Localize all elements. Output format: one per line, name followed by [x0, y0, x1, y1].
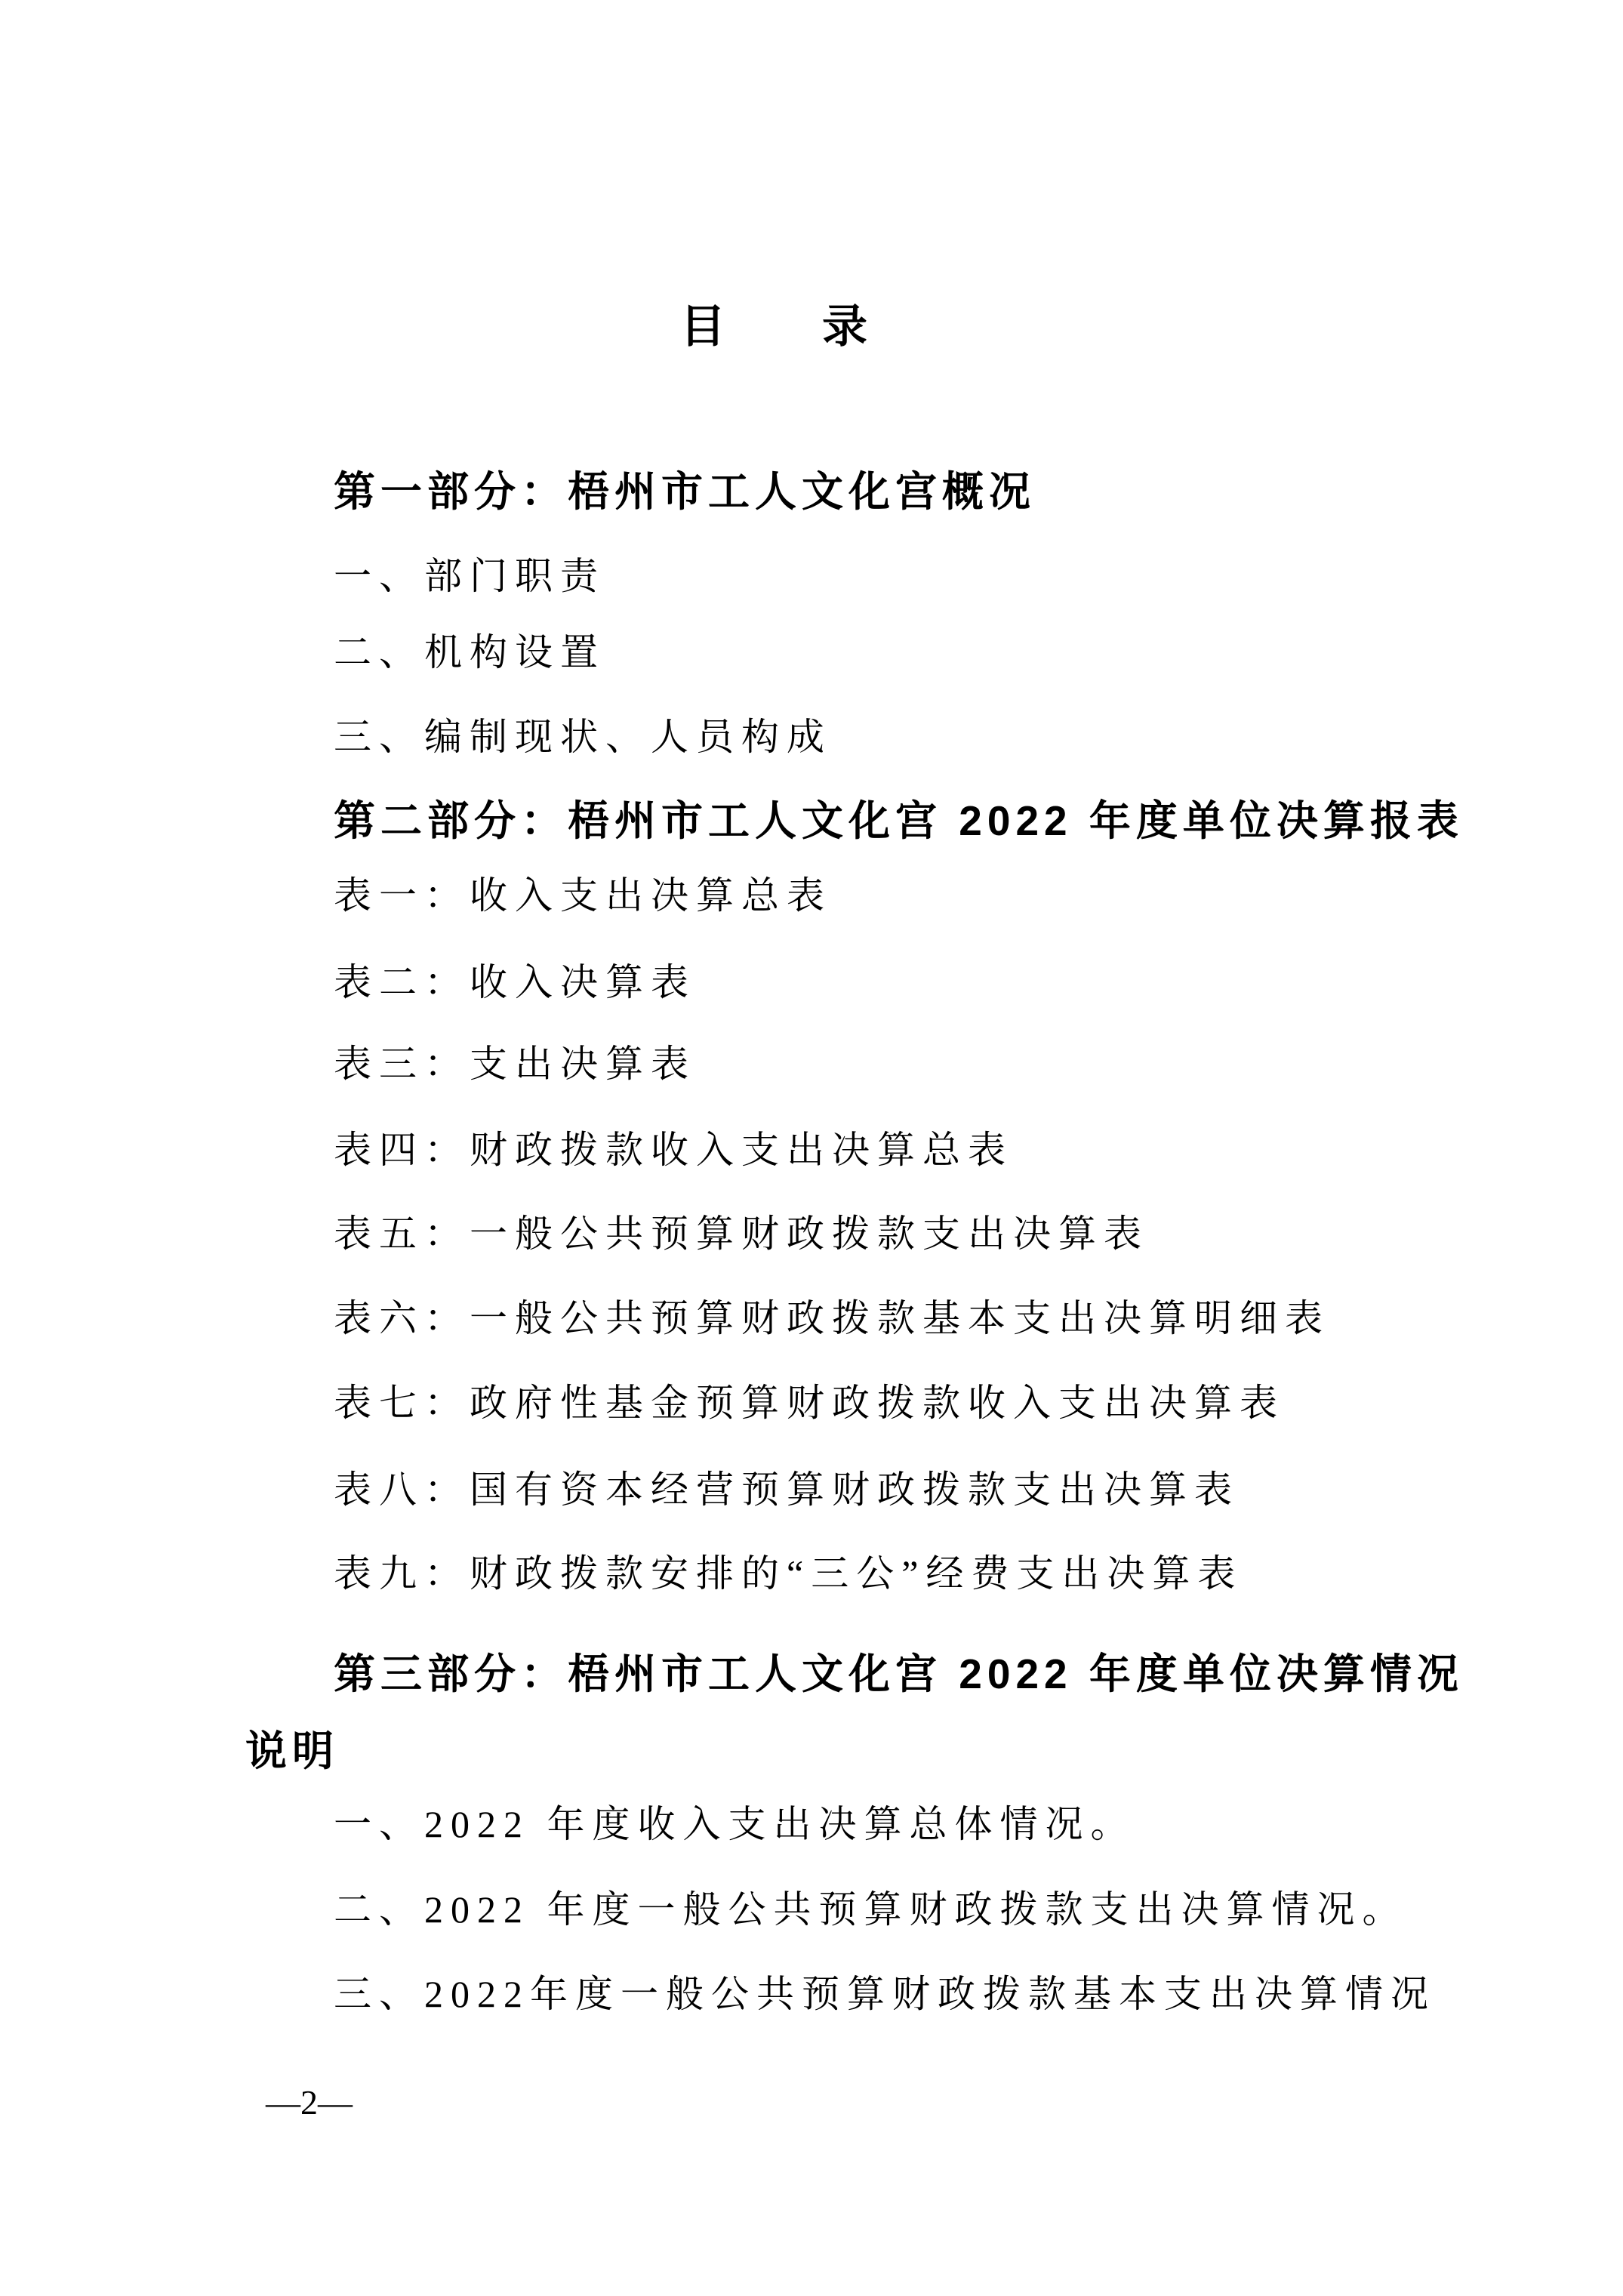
toc-heading-part3-line2: 说明: [245, 1727, 340, 1774]
toc-item-table1: 表一：收入支出决算总表: [334, 874, 832, 917]
title-char-right: 录: [822, 301, 867, 352]
toc-item-table5: 表五：一般公共预算财政拨款支出决算表: [334, 1213, 1149, 1255]
toc-item-table3: 表三：支出决算表: [334, 1043, 696, 1085]
toc-item-budget-expenditure: 二、2022 年度一般公共预算财政拨款支出决算情况。: [334, 1888, 1408, 1931]
toc-item-table7: 表七：政府性基金预算财政拨款收入支出决算表: [334, 1382, 1285, 1424]
toc-item-table8: 表八：国有资本经营预算财政拨款支出决算表: [334, 1469, 1240, 1511]
toc-item-table9: 表九：财政拨款安排的“三公”经费支出决算表: [334, 1552, 1243, 1595]
toc-heading-part3-line1: 第三部分：梧州市工人文化宫 2022 年度单位决算情况: [334, 1650, 1464, 1697]
toc-item-department-duties: 一、部门职责: [334, 555, 605, 597]
toc-item-overall-situation: 一、2022 年度收入支出决算总体情况。: [334, 1803, 1136, 1845]
document-title: [0, 301, 1585, 352]
toc-heading-part1: 第一部分：梧州市工人文化宫概况: [334, 468, 1036, 515]
page-number: —2—: [266, 2083, 353, 2122]
toc-item-org-setup: 二、机构设置: [334, 631, 605, 673]
toc-item-table6: 表六：一般公共预算财政拨款基本支出决算明细表: [334, 1297, 1330, 1339]
toc-heading-part2: 第二部分：梧州市工人文化宫 2022 年度单位决算报表: [334, 797, 1464, 844]
toc-item-table4: 表四：财政拨款收入支出决算总表: [334, 1129, 1013, 1171]
toc-item-basic-expenditure: 三、2022年度一般公共预算财政拨款基本支出决算情况: [334, 1973, 1436, 2015]
toc-item-table2: 表二：收入决算表: [334, 961, 696, 1003]
title-char-left: 目: [680, 301, 725, 352]
toc-item-staffing: 三、编制现状、人员构成: [334, 716, 832, 758]
